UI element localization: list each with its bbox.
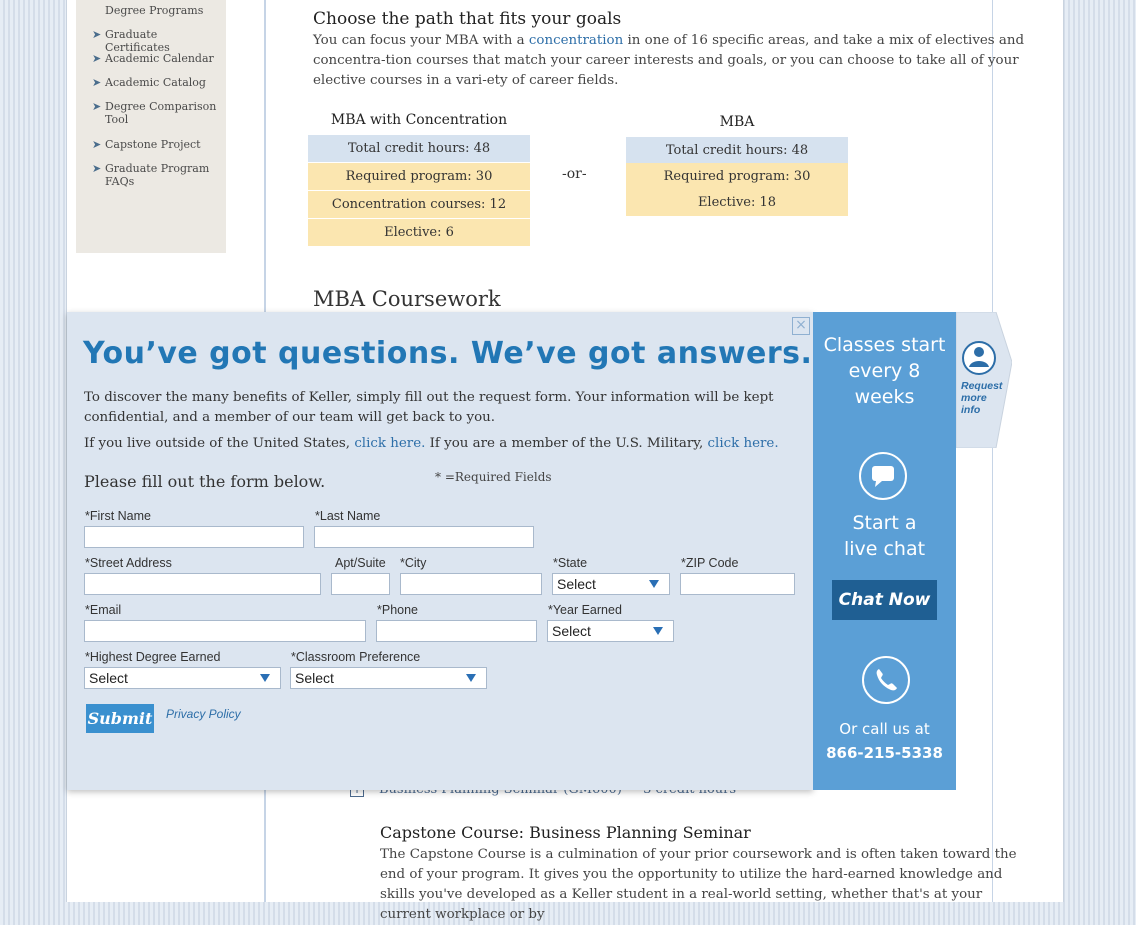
panel-text: Or call us at xyxy=(839,720,930,738)
form-instructions: Please fill out the form below. xyxy=(84,472,326,491)
chevron-right-icon: ➤ xyxy=(92,100,102,113)
last-name-field[interactable] xyxy=(314,526,534,548)
live-chat-text xyxy=(813,510,956,562)
email-label: *Email xyxy=(85,603,122,617)
classes-start-text xyxy=(813,332,956,410)
chevron-right-icon: ➤ xyxy=(92,52,102,65)
table-cell: Total credit hours: 48 xyxy=(308,135,530,162)
international-link[interactable]: click here. xyxy=(354,436,426,451)
chevron-right-icon: ➤ xyxy=(92,28,102,41)
panel-text: live chat xyxy=(843,538,926,560)
sidebar-item-graduate-certificates[interactable] xyxy=(92,28,220,54)
concentration-link[interactable]: concentration xyxy=(528,33,624,48)
tab-text: more xyxy=(961,392,987,404)
submit-button[interactable]: Submit xyxy=(86,704,154,733)
column-divider-right xyxy=(992,0,993,902)
required-note: * =Required Fields xyxy=(435,470,552,484)
request-info-label xyxy=(961,380,1009,416)
apt-field[interactable] xyxy=(331,573,390,595)
phone-number[interactable]: 866-215-5338 xyxy=(826,744,943,762)
close-icon[interactable]: × xyxy=(792,317,810,335)
sidebar-item-label: Academic Catalog xyxy=(105,76,206,89)
sidebar-item-label: Degree Programs xyxy=(105,4,204,17)
city-label: *City xyxy=(400,556,427,570)
table-right-title: MBA xyxy=(719,114,755,130)
zip-field[interactable] xyxy=(680,573,795,595)
modal-title: You’ve got questions. We’ve got answers. xyxy=(83,336,813,371)
coursework-heading: MBA Coursework xyxy=(313,287,501,311)
degree-label: *Highest Degree Earned xyxy=(85,650,221,664)
chevron-right-icon: ➤ xyxy=(92,76,102,89)
table-cell: Required program: 30 xyxy=(308,163,530,190)
path-paragraph xyxy=(313,31,1053,91)
zip-label: *ZIP Code xyxy=(681,556,739,570)
modal-text: If you are a member of the U.S. Military, xyxy=(425,436,708,451)
state-label: *State xyxy=(553,556,588,570)
path-text: You can focus your MBA with a xyxy=(313,33,529,48)
chat-bubble-icon xyxy=(859,452,907,500)
table-cell: Concentration courses: 12 xyxy=(308,191,530,218)
tab-text: Request xyxy=(961,380,1003,392)
sidebar-item-label: Graduate Program FAQs xyxy=(105,162,210,188)
panel-text: Start a xyxy=(852,512,917,534)
privacy-policy-link[interactable]: Privacy Policy xyxy=(166,707,241,721)
last-name-label: *Last Name xyxy=(315,509,381,523)
chevron-right-icon: ➤ xyxy=(92,138,102,151)
chat-now-button[interactable]: Chat Now xyxy=(832,580,937,620)
select-value: Select xyxy=(557,576,596,592)
tab-text: info xyxy=(961,404,981,416)
phone-label: *Phone xyxy=(377,603,419,617)
table-left-title: MBA with Concentration xyxy=(330,112,508,128)
classroom-label: *Classroom Preference xyxy=(291,650,421,664)
select-value: Select xyxy=(89,670,128,686)
sidebar-item-academic-catalog[interactable] xyxy=(92,76,220,89)
sidebar-item-academic-calendar[interactable] xyxy=(92,52,220,65)
sidebar-item-label: Capstone Project xyxy=(105,138,201,151)
call-us-text xyxy=(813,717,956,765)
sidebar-item-capstone-project[interactable] xyxy=(92,138,220,151)
state-select[interactable] xyxy=(552,573,670,595)
modal-location-text xyxy=(84,434,784,454)
apt-label: Apt/Suite xyxy=(335,556,386,570)
first-name-label: *First Name xyxy=(85,509,151,523)
select-value: Select xyxy=(552,623,591,639)
phone-icon xyxy=(862,656,910,704)
first-name-field[interactable] xyxy=(84,526,304,548)
path-text: in one of 16 specific areas, and take a mix of electives and concentra-tion courses that match your career interests and goals, or you can choose to take all of your elective courses in a vari-ety of career fields. xyxy=(313,33,1025,88)
table-cell: Elective: 18 xyxy=(626,189,848,216)
year-label: *Year Earned xyxy=(548,603,622,617)
email-field[interactable] xyxy=(84,620,366,642)
city-field[interactable] xyxy=(400,573,542,595)
chevron-right-icon: ➤ xyxy=(92,162,102,175)
military-link[interactable]: click here. xyxy=(707,436,779,451)
phone-field[interactable] xyxy=(376,620,537,642)
table-cell: Required program: 30 xyxy=(626,163,848,190)
classroom-select[interactable] xyxy=(290,667,487,689)
dropdown-arrow-icon xyxy=(649,580,659,588)
panel-text: weeks xyxy=(854,386,915,408)
dropdown-arrow-icon xyxy=(466,674,476,682)
dropdown-arrow-icon xyxy=(653,627,663,635)
panel-text: every 8 xyxy=(848,360,921,382)
modal-text: If you live outside of the United States, xyxy=(84,436,355,451)
street-label: *Street Address xyxy=(85,556,172,570)
dropdown-arrow-icon xyxy=(260,674,270,682)
capstone-heading: Capstone Course: Business Planning Seminar xyxy=(380,823,751,842)
path-heading: Choose the path that fits your goals xyxy=(313,9,622,29)
sidebar-item-degree-programs[interactable] xyxy=(105,4,203,17)
table-cell: Total credit hours: 48 xyxy=(626,137,848,164)
sidebar-item-label: Degree Comparison Tool xyxy=(105,100,217,126)
sidebar-item-degree-comparison[interactable] xyxy=(92,100,220,126)
sidebar-item-graduate-faqs[interactable] xyxy=(92,162,220,188)
select-value: Select xyxy=(295,670,334,686)
modal-intro: To discover the many benefits of Keller, simply fill out the request form. Your information will be kept confidential, and a member of our team will get back to you. xyxy=(84,390,774,425)
year-select[interactable] xyxy=(547,620,674,642)
table-cell: Elective: 6 xyxy=(308,219,530,246)
sidebar-item-label: Graduate Certificates xyxy=(105,28,170,54)
degree-select[interactable] xyxy=(84,667,281,689)
sidebar-item-label: Academic Calendar xyxy=(105,52,214,65)
or-separator: -or- xyxy=(562,166,587,182)
panel-text: Classes start xyxy=(823,334,946,356)
street-field[interactable] xyxy=(84,573,321,595)
capstone-paragraph: The Capstone Course is a culmination of your prior coursework and is often taken toward the end of your program. It gives you the opportunity to utilize the hard-earned knowledge and skills you've developed as a Keller student in a real-world setting, whether that's at your current workplace or by xyxy=(380,847,1017,922)
